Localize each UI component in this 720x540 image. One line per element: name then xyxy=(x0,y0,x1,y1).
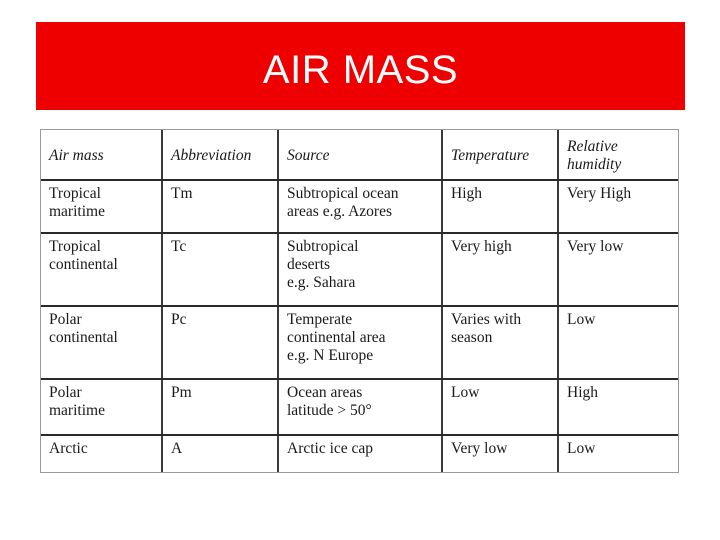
cell-temperature: Very high xyxy=(442,233,558,306)
table-row xyxy=(41,306,678,379)
cell-air-mass: Tropical continental xyxy=(41,233,162,306)
cell-temperature: Low xyxy=(442,379,558,435)
title-banner xyxy=(36,22,685,110)
cell-abbreviation: Pc xyxy=(162,306,278,379)
cell-air-mass: Arctic xyxy=(41,435,162,472)
table-row xyxy=(41,379,678,435)
cell-temperature: Very low xyxy=(442,435,558,472)
cell-source: Subtropical ocean areas e.g. Azores xyxy=(278,180,442,233)
cell-relative-humidity: Low xyxy=(558,306,678,379)
cell-source: Subtropical deserts e.g. Sahara xyxy=(278,233,442,306)
header-source: Source xyxy=(278,130,442,180)
air-mass-table xyxy=(41,130,678,472)
table-row xyxy=(41,180,678,233)
header-abbreviation: Abbreviation xyxy=(162,130,278,180)
cell-relative-humidity: Low xyxy=(558,435,678,472)
header-air-mass: Air mass xyxy=(41,130,162,180)
cell-abbreviation: Tc xyxy=(162,233,278,306)
slide-title: AIR MASS xyxy=(262,47,459,92)
cell-source: Arctic ice cap xyxy=(278,435,442,472)
cell-relative-humidity: Very low xyxy=(558,233,678,306)
cell-air-mass: Polar maritime xyxy=(41,379,162,435)
air-mass-table-container xyxy=(40,129,679,473)
table-row xyxy=(41,233,678,306)
header-relative-humidity: Relative humidity xyxy=(558,130,678,180)
table-header-row xyxy=(41,130,678,180)
cell-temperature: Varies with season xyxy=(442,306,558,379)
cell-relative-humidity: High xyxy=(558,379,678,435)
header-temperature: Temperature xyxy=(442,130,558,180)
cell-abbreviation: Pm xyxy=(162,379,278,435)
cell-temperature: High xyxy=(442,180,558,233)
cell-source: Temperate continental area e.g. N Europe xyxy=(278,306,442,379)
cell-source: Ocean areas latitude > 50° xyxy=(278,379,442,435)
cell-abbreviation: A xyxy=(162,435,278,472)
cell-air-mass: Polar continental xyxy=(41,306,162,379)
cell-relative-humidity: Very High xyxy=(558,180,678,233)
cell-abbreviation: Tm xyxy=(162,180,278,233)
table-row xyxy=(41,435,678,472)
cell-air-mass: Tropical maritime xyxy=(41,180,162,233)
